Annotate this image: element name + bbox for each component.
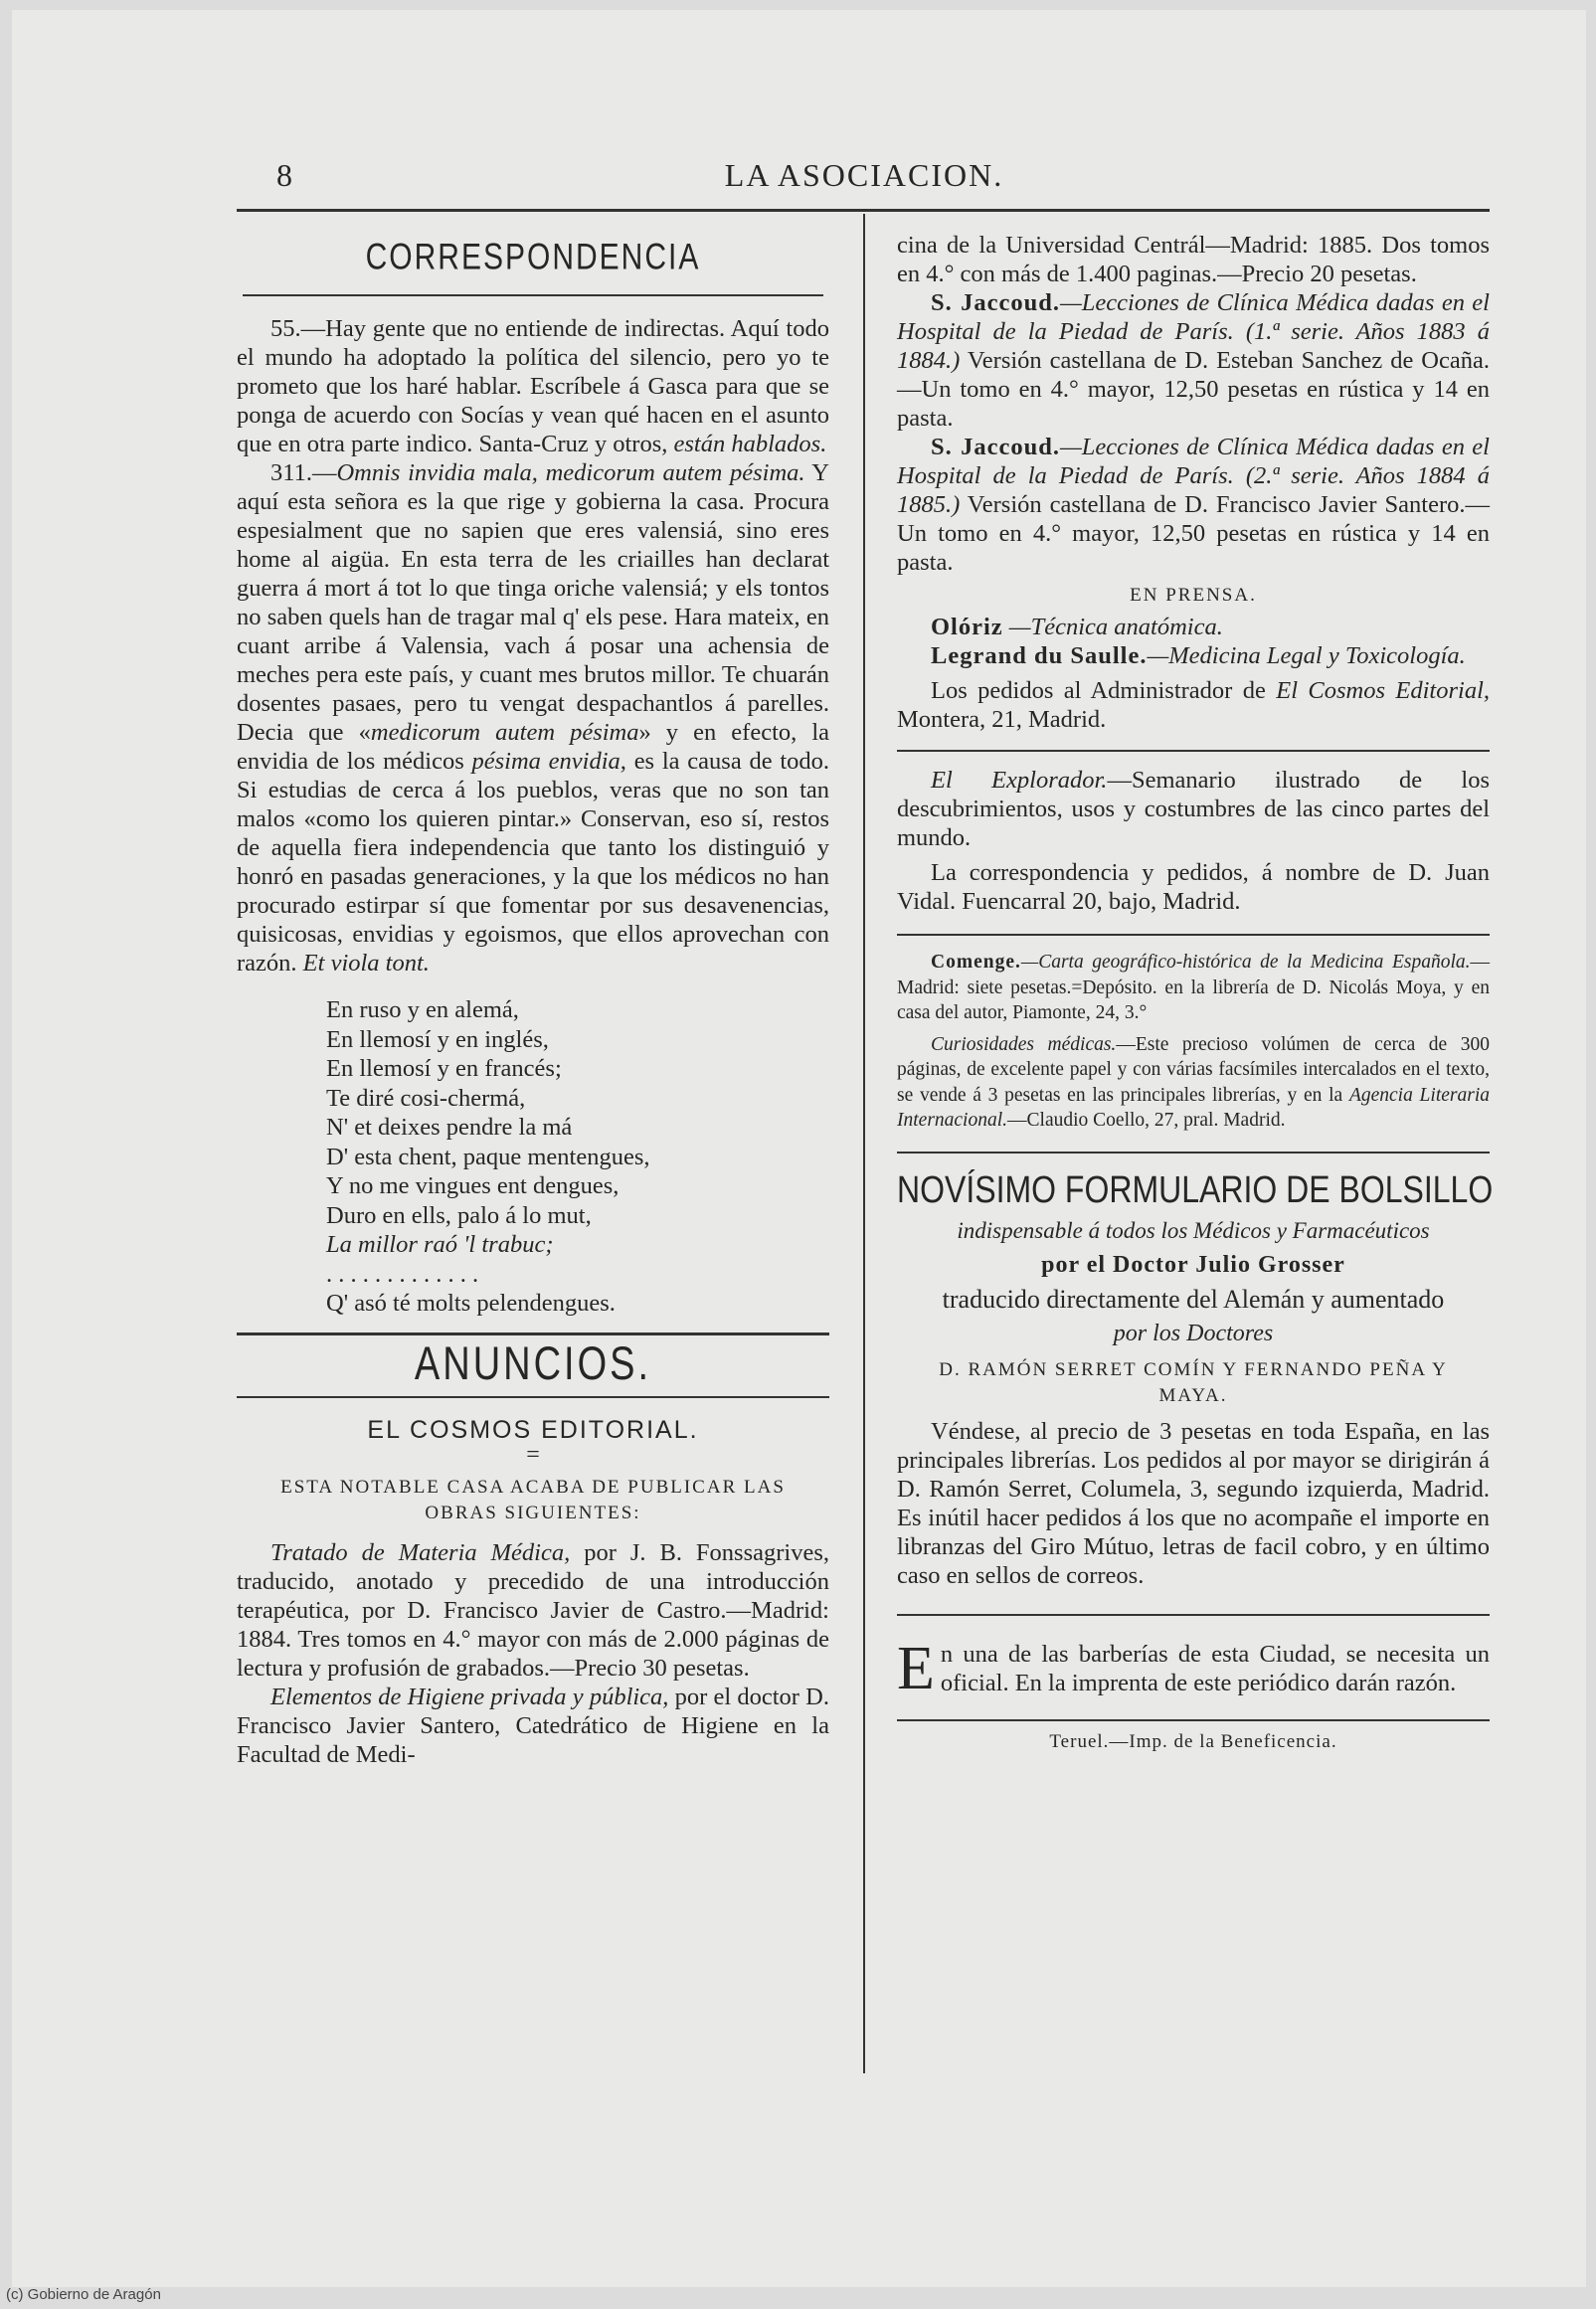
section-rule [897,1614,1490,1616]
vendese-text: Véndese, al precio de 3 pesetas en toda España, en las principales librerías. Los pedidos al por mayor se dirigirán á D. Ramón Serret, Columela, 3, segundo izquierda, Madrid. Es inútil hacer pedidos á los que no acompañe el importe en libranzas del Giro Mútuo, letras de facil cobro, y en último caso en sellos de correos. [897,1417,1490,1589]
comenge-entry: Comenge.—Carta geográfico-histórica de la Medicina Española.—Madrid: siete pesetas.=Depósito. en la librería de D. Nicolás Moya, y en casa del autor, Piamonte, 24, 3.° [897,952,1490,1023]
paragraph-55: 55.—Hay gente que no entiende de indirectas. Aquí todo el mundo ha adoptado la política del silencio, pero yo te prometo que los haré hablar. Escríbele á Gasca para que se ponga de acuerdo con Socías y vean qué hacen en el asunto que en otra parte indico. Santa-Cruz y otros, están hablados. [237,315,829,457]
oloriz-entry: Olóriz —Técnica anatómica. [931,614,1223,640]
jaccoud-entry-2: S. Jaccoud.—Lecciones de Clínica Médica dadas en el Hospital de la Piedad de París. (2.ª serie. Años 1884 á 1885.) Versión castellana de D. Francisco Javier Santero.—Un tomo en 4.° mayor, 12,50 pesetas en rústica y 14 en pasta. [897,434,1490,576]
left-column [237,219,829,1769]
barberia-notice: En una de las barberías de esta Ciudad, se necesita un oficial. En la imprenta de este periódico darán razón. [897,1634,1490,1702]
page-number: 8 [276,157,292,193]
poem-line: Duro en ells, palo á lo mut, [326,1201,592,1229]
paragraph-311: 311.—Omnis invidia mala, medicorum autem pésima. Y aquí esta señora es la que rige y gobierna la casa. Procura espesialment que no sapien que eres valensiá, sino eres home al aigüa. En esta terra de les criailles han declarat guerra á mort á tot lo que tinga oriche valensiá; y els tontos no saben quels han de tragar mal q' els pese. Hara mateix, en cuant arribe á Valensia, vach á posar una achensia de meches pera este país, y cuant mes brutos millor. Te chuarán dosentes pasaes, pero tu vengat despachantlos á parelles. Decia que «medicorum autem pésima» y en efecto, la envidia de los médicos pésima envidia, es la causa de todo. Si estudias de cerca á los pueblos, veras que no son tan malos «como los quieren pintar.» Conservan, eso sí, restos de aquella fiera independencia que tanto los distinguió y honró en pasadas generaciones, y la que los médicos no han procurado estirpar sí que fomentar por sus desavenencias, quisicosas, envidias y egoismos, que ellos aprovechan con razón. Et viola tont. [237,459,830,977]
section-rule [243,294,823,296]
formulario-por: por los Doctores [1113,1320,1274,1346]
poem [326,995,829,1319]
correspondencia-text: La correspondencia y pedidos, á nombre de D. Juan Vidal. Fuencarral 20, bajo, Madrid. [897,859,1490,915]
poem-line: D' esta chent, paque mentengues, [326,1143,650,1170]
section-rule [897,1152,1490,1154]
formulario-author: por el Doctor Julio Grosser [1041,1251,1345,1278]
explorador-entry: El Explorador.—Semanario ilustrado de los descubrimientos, usos y costumbres de las cinco partes del mundo. [897,767,1490,851]
poem-line: En llemosí y en inglés, [326,1025,549,1053]
column-divider [863,214,865,2073]
poem-line: Y no me vingues ent dengues, [326,1172,620,1199]
newspaper-title: LA ASOCIACION. [724,157,1004,193]
poem-line: N' et deixes pendre la má [326,1114,573,1141]
pedidos-text: Los pedidos al Administrador de El Cosmos Editorial, Montera, 21, Madrid. [897,677,1490,733]
page-header [239,157,1490,203]
formulario-translation: traducido directamente del Alemán y aumentado [942,1284,1445,1314]
poem-line: En ruso y en alemá, [326,996,519,1023]
poem-line: En llemosí y en francés; [326,1055,562,1082]
formulario-doctors: D. RAMÓN SERRET COMÍN Y FERNANDO PEÑA Y MAYA. [939,1358,1448,1406]
copyright-credit: (c) Gobierno de Aragón [6,2286,161,2303]
cosmos-divider: = [526,1441,540,1468]
poem-line: La millor raó 'l trabuc; [326,1231,554,1258]
poem-line: Te diré cosi-chermá, [326,1084,526,1112]
cosmos-intro: ESTA NOTABLE CASA ACABA DE PUBLICAR LAS OBRAS SIGUIENTES: [280,1476,786,1523]
section-rule [237,1396,829,1398]
section-rule [897,750,1490,752]
right-column [897,219,1494,1753]
correspondencia-heading: CORRESPONDENCIA [365,236,701,277]
cosmos-heading: EL COSMOS EDITORIAL. [367,1415,699,1444]
poem-line: Q' asó té molts pelendengues. [326,1290,616,1317]
anuncios-heading: ANUNCIOS. [414,1337,652,1390]
curiosidades-entry: Curiosidades médicas.—Este precioso volúmen de cerca de 300 páginas, de excelente papel y con várias facsímiles intercalados en el texto, se vende á 3 pesetas en las principales librerías, y en la Agencia Literaria Internacional.—Claudio Coello, 27, pral. Madrid. [897,1033,1490,1131]
section-rule [237,1332,829,1335]
tratado-entry: Tratado de Materia Médica, por J. B. Fonssagrives, traducido, anotado y precedido de una introducción terapéutica, por D. Francisco Javier de Castro.—Madrid: 1884. Tres tomos en 4.° mayor con más de 2.000 páginas de lectura y profusión de grabados.—Precio 30 pesetas. [237,1538,830,1682]
printer-imprint: Teruel.—Imp. de la Beneficencia. [1049,1730,1337,1752]
header-rule [237,209,1490,212]
formulario-heading: NOVÍSIMO FORMULARIO DE BOLSILLO [897,1166,1494,1210]
formulario-subtitle: indispensable á todos los Médicos y Farmacéuticos [957,1217,1430,1243]
elementos-entry: Elementos de Higiene privada y pública, por el doctor D. Francisco Javier Santero, Catedrático de Higiene en la Facultad de Medi- [237,1683,829,1768]
legrand-entry: Legrand du Saulle.—Medicina Legal y Toxicología. [931,642,1466,669]
section-rule [897,934,1490,936]
poem-line: . . . . . . . . . . . . . [326,1260,479,1288]
section-rule [897,1719,1490,1721]
en-prensa-heading: EN PRENSA. [1130,585,1257,606]
jaccoud-entry-1: S. Jaccoud.—Lecciones de Clínica Médica dadas en el Hospital de la Piedad de París. (1.ª serie. Años 1883 á 1884.) Versión castellana de D. Esteban Sanchez de Ocaña.—Un tomo en 4.° mayor, 12,50 pesetas en rústica y 14 en pasta. [897,289,1490,432]
continuation-text: cina de la Universidad Centrál—Madrid: 1885. Dos tomos en 4.° con más de 1.400 paginas.—Precio 20 pesetas. [897,232,1490,287]
